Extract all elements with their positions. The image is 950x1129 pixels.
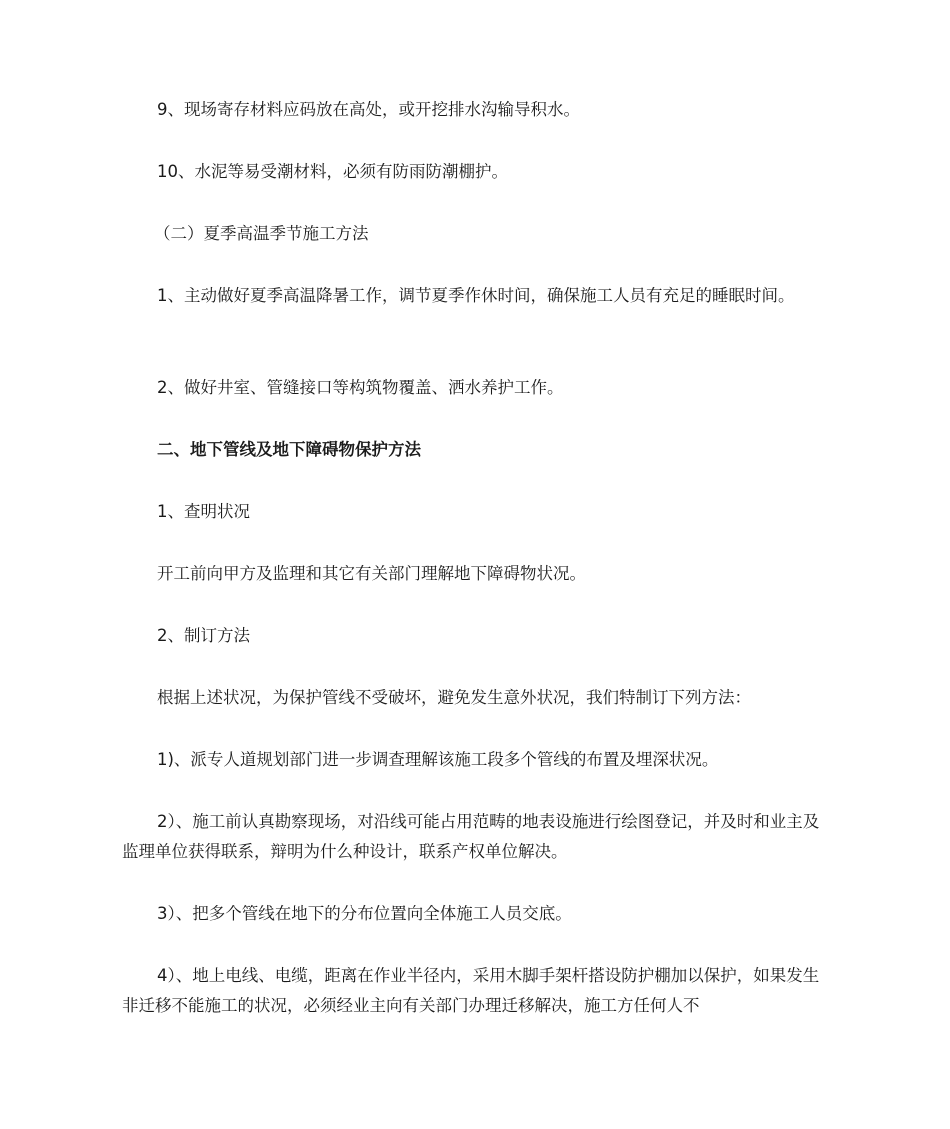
paragraph-item-10: 10、水泥等易受潮材料，必须有防雨防潮棚护。 [157, 162, 508, 181]
paragraph-item-9: 9、现场寄存材料应码放在高处，或开挖排水沟输导积水。 [157, 100, 580, 119]
paragraph-methods-intro: 根据上述状况，为保护管线不受破坏，避免发生意外状况，我们特制订下列方法： [157, 688, 751, 707]
paragraph-method-4: 4）、地上电线、电缆，距离在作业半径内，采用木脚手架杆搭设防护棚加以保护，如果发生非迁移不能施工的状况，必须经业主向有关部门办理迁移解决，施工方任何人不 [122, 966, 820, 1015]
subheading-survey: 1、查明状况 [157, 502, 250, 521]
paragraph-method-2: 2）、施工前认真勘察现场，对沿线可能占用范畴的地表设施进行绘图登记，并及时和业主及监理单位获得联系，辩明为什么种设计，联系产权单位解决。 [122, 812, 820, 861]
section-heading-summer: （二）夏季高温季节施工方法 [154, 224, 369, 243]
subheading-methods: 2、制订方法 [157, 626, 250, 645]
paragraph-method-3: 3）、把多个管线在地下的分布位置向全体施工人员交底。 [157, 904, 572, 923]
paragraph-method-1: 1)、派专人道规划部门进一步调查理解该施工段多个管线的布置及埋深状况。 [157, 750, 719, 769]
paragraph-summer-2: 2、做好井室、管缝接口等构筑物覆盖、洒水养护工作。 [157, 378, 564, 397]
section-heading-underground: 二、地下管线及地下障碍物保护方法 [157, 440, 421, 459]
paragraph-survey: 开工前向甲方及监理和其它有关部门理解地下障碍物状况。 [157, 564, 586, 583]
paragraph-summer-1: 1、主动做好夏季高温降暑工作，调节夏季作休时间，确保施工人员有充足的睡眠时间。 [157, 286, 795, 305]
